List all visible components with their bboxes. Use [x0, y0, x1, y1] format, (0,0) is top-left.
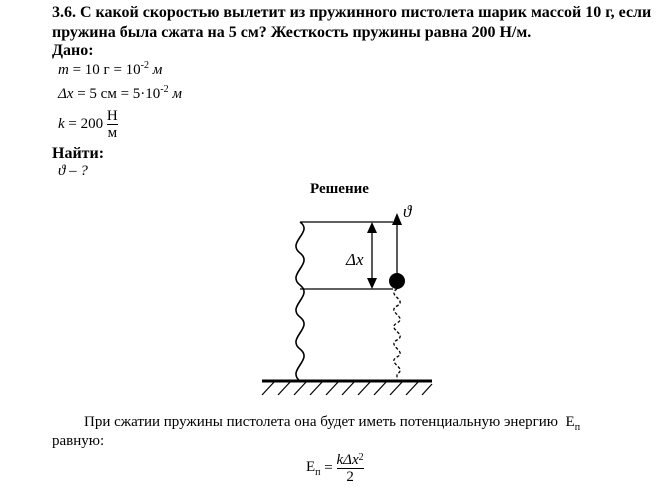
mass-equation: = 10 г = 10: [68, 62, 141, 78]
compressed-spring: [394, 289, 400, 381]
mass-exponent: -2: [140, 60, 150, 71]
k-unit-numerator: Н: [106, 108, 118, 124]
explanation-text: При сжатии пружины пистолета она будет иметь потенциальную энергию: [84, 414, 559, 430]
solution-heading: Решение: [310, 181, 369, 197]
dx-label: Δx: [346, 250, 364, 269]
find-heading: Найти:: [52, 145, 105, 162]
formula-numerator: kΔx$^2$: [336, 452, 364, 468]
formula-equals: =: [320, 460, 337, 476]
formula-fraction: [337, 452, 364, 485]
explanation-line-2: равную:: [52, 433, 105, 449]
problem-statement: 3.6. С какой скоростью вылетит из пружинного пистолета шарик массой 10 г, если пружина была сжата на 5 см? Жесткость пружины равна 200 Н/м.: [52, 4, 652, 41]
energy-subscript: п: [574, 422, 581, 433]
find-target: ϑ – ?: [58, 163, 88, 179]
dx-arrow-bottom: [367, 278, 377, 289]
explanation-line-1: [84, 414, 580, 433]
energy-symbol: E: [565, 414, 575, 430]
mass-variable: m: [58, 62, 69, 78]
dx-exponent: -2: [160, 84, 169, 95]
formula-denominator: 2: [337, 468, 364, 485]
ground-hatching: [262, 381, 432, 395]
k-equation: = 200: [64, 115, 107, 132]
k-unit-denominator: м: [107, 125, 118, 141]
energy-formula: [306, 452, 364, 485]
given-heading: Дано:: [52, 42, 94, 59]
dx-equation: = 5 см = 5·10: [73, 86, 161, 102]
ball: [389, 273, 405, 289]
uncompressed-spring: [296, 222, 304, 381]
dx-variable: Δx: [58, 86, 74, 102]
formula-lhs: $E_п$: [306, 459, 321, 478]
dx-unit: м: [168, 86, 182, 102]
k-variable: k: [58, 115, 65, 132]
dx-arrow-top: [367, 222, 377, 233]
velocity-arrow-head: [392, 213, 402, 225]
velocity-label: ϑ: [403, 202, 412, 221]
mass-unit: м: [149, 62, 163, 78]
